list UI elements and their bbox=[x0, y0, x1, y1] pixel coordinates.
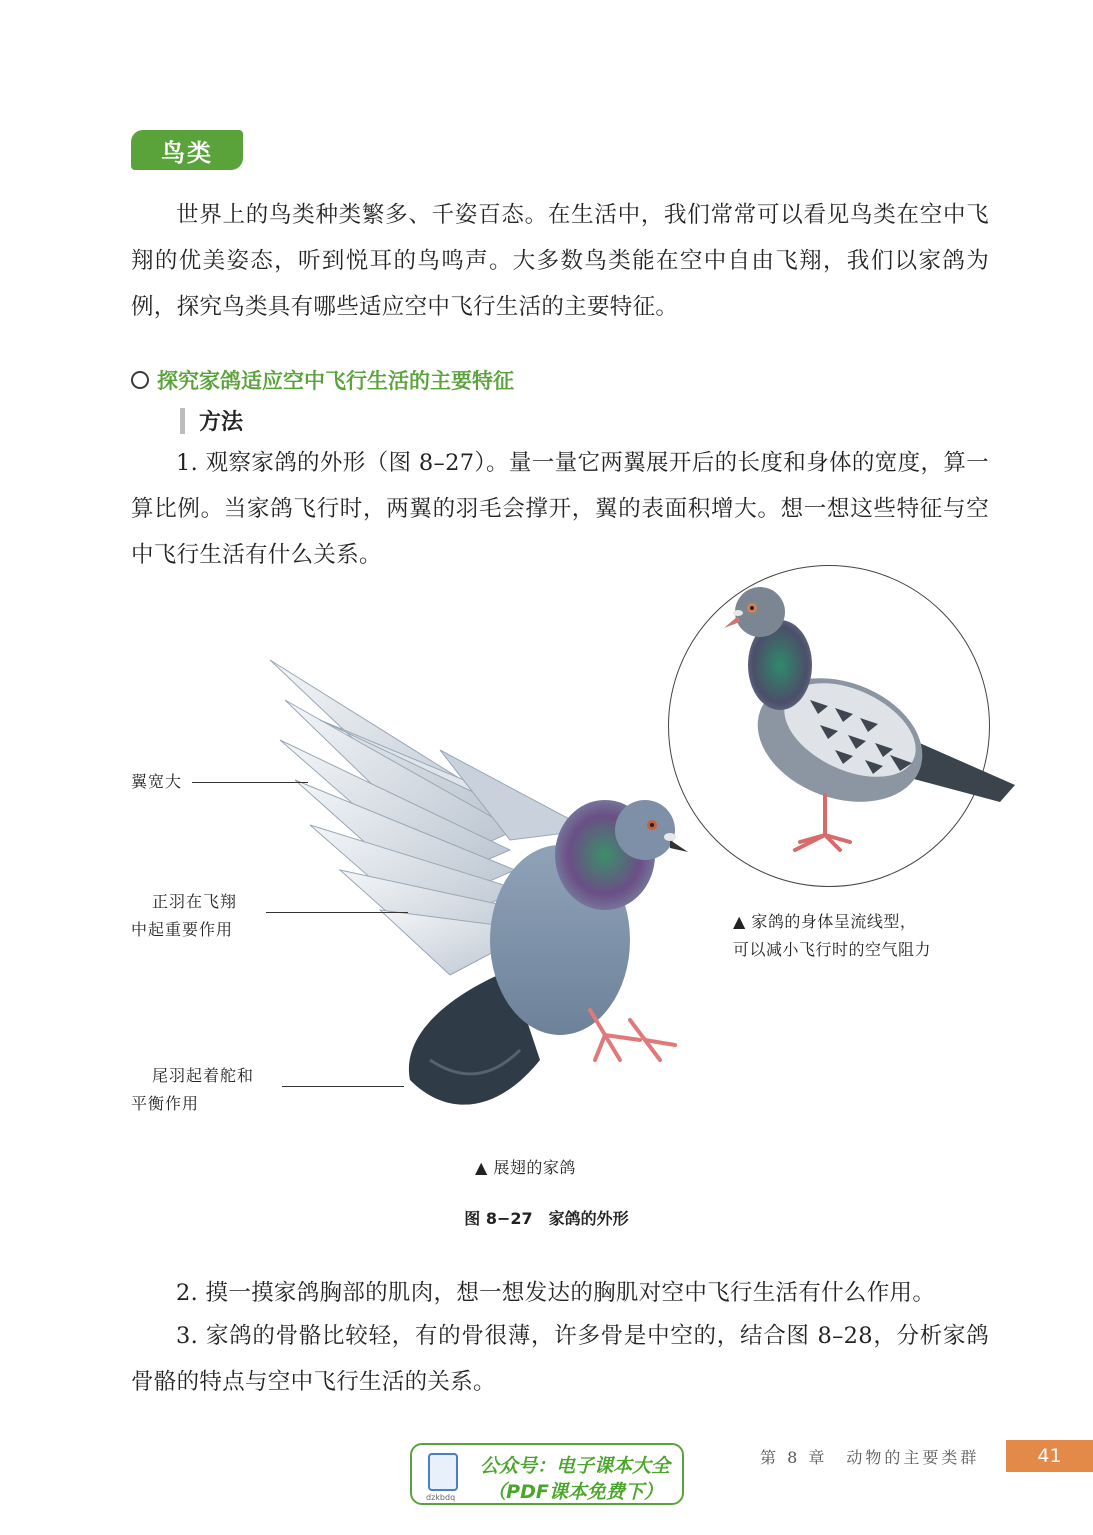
method-heading bbox=[180, 405, 243, 436]
step-1-paragraph: 1. 观察家鸽的外形（图 8–27）。量一量它两翼展开后的长度和身体的宽度，算一算比例。当家鸽飞行时，两翼的羽毛会撑开，翼的表面积增大。想一想这些特征与空中飞行生活有什么关系。 bbox=[131, 450, 989, 568]
stamp-line2: （PDF课本免费下） bbox=[487, 1481, 663, 1503]
activity-heading bbox=[131, 365, 514, 395]
heading-bar bbox=[180, 408, 185, 434]
stamp-line1: 公众号：电子课本大全 bbox=[479, 1455, 670, 1477]
standing-caption-line2: 可以减小飞行时的空气阻力 bbox=[733, 940, 932, 959]
step-3-paragraph: 3. 家鸽的骨骼比较轻，有的骨很薄，许多骨是中空的，结合图 8–28，分析家鸽骨骼的特点与空中飞行生活的关系。 bbox=[131, 1323, 989, 1395]
stamp-badge-sub: dzkbdq bbox=[426, 1493, 456, 1502]
tail-label-line1: 尾羽起着舵和 bbox=[152, 1066, 255, 1085]
standing-caption-line1: ▲ 家鸽的身体呈流线型， bbox=[733, 912, 917, 931]
standing-pigeon-image bbox=[700, 580, 1020, 870]
wing-leader-line bbox=[192, 782, 308, 783]
wing-label: 翼宽大 bbox=[131, 772, 183, 791]
feather-leader-line bbox=[266, 912, 408, 913]
book-icon bbox=[428, 1453, 458, 1491]
tail-leader-line bbox=[282, 1086, 404, 1087]
figure-title: 图 8−27 家鸽的外形 bbox=[464, 1209, 629, 1228]
chapter-footer: 第 8 章 动物的主要类群 bbox=[760, 1448, 980, 1467]
flying-caption: ▲ 展翅的家鸽 bbox=[475, 1158, 576, 1177]
method-label: 方法 bbox=[199, 409, 244, 435]
section-tag: 鸟类 bbox=[131, 130, 243, 170]
flying-pigeon-image bbox=[260, 640, 700, 1140]
watermark-stamp bbox=[410, 1443, 684, 1505]
circle-icon bbox=[131, 371, 149, 389]
feather-label-line2: 中起重要作用 bbox=[131, 920, 234, 939]
page-number: 41 bbox=[1006, 1440, 1093, 1472]
activity-title: 探究家鸽适应空中飞行生活的主要特征 bbox=[157, 369, 514, 393]
intro-paragraph: 世界上的鸟类种类繁多、千姿百态。在生活中，我们常常可以看见鸟类在空中飞翔的优美姿态，听到悦耳的鸟鸣声。大多数鸟类能在空中自由飞翔，我们以家鸽为例，探究鸟类具有哪些适应空中飞行生活的主要特征。 bbox=[131, 202, 989, 320]
feather-label-line1: 正羽在飞翔 bbox=[152, 892, 238, 911]
tail-label-line2: 平衡作用 bbox=[131, 1094, 200, 1113]
step-2-paragraph: 2. 摸一摸家鸽胸部的肌肉，想一想发达的胸肌对空中飞行生活有什么作用。 bbox=[176, 1280, 936, 1306]
